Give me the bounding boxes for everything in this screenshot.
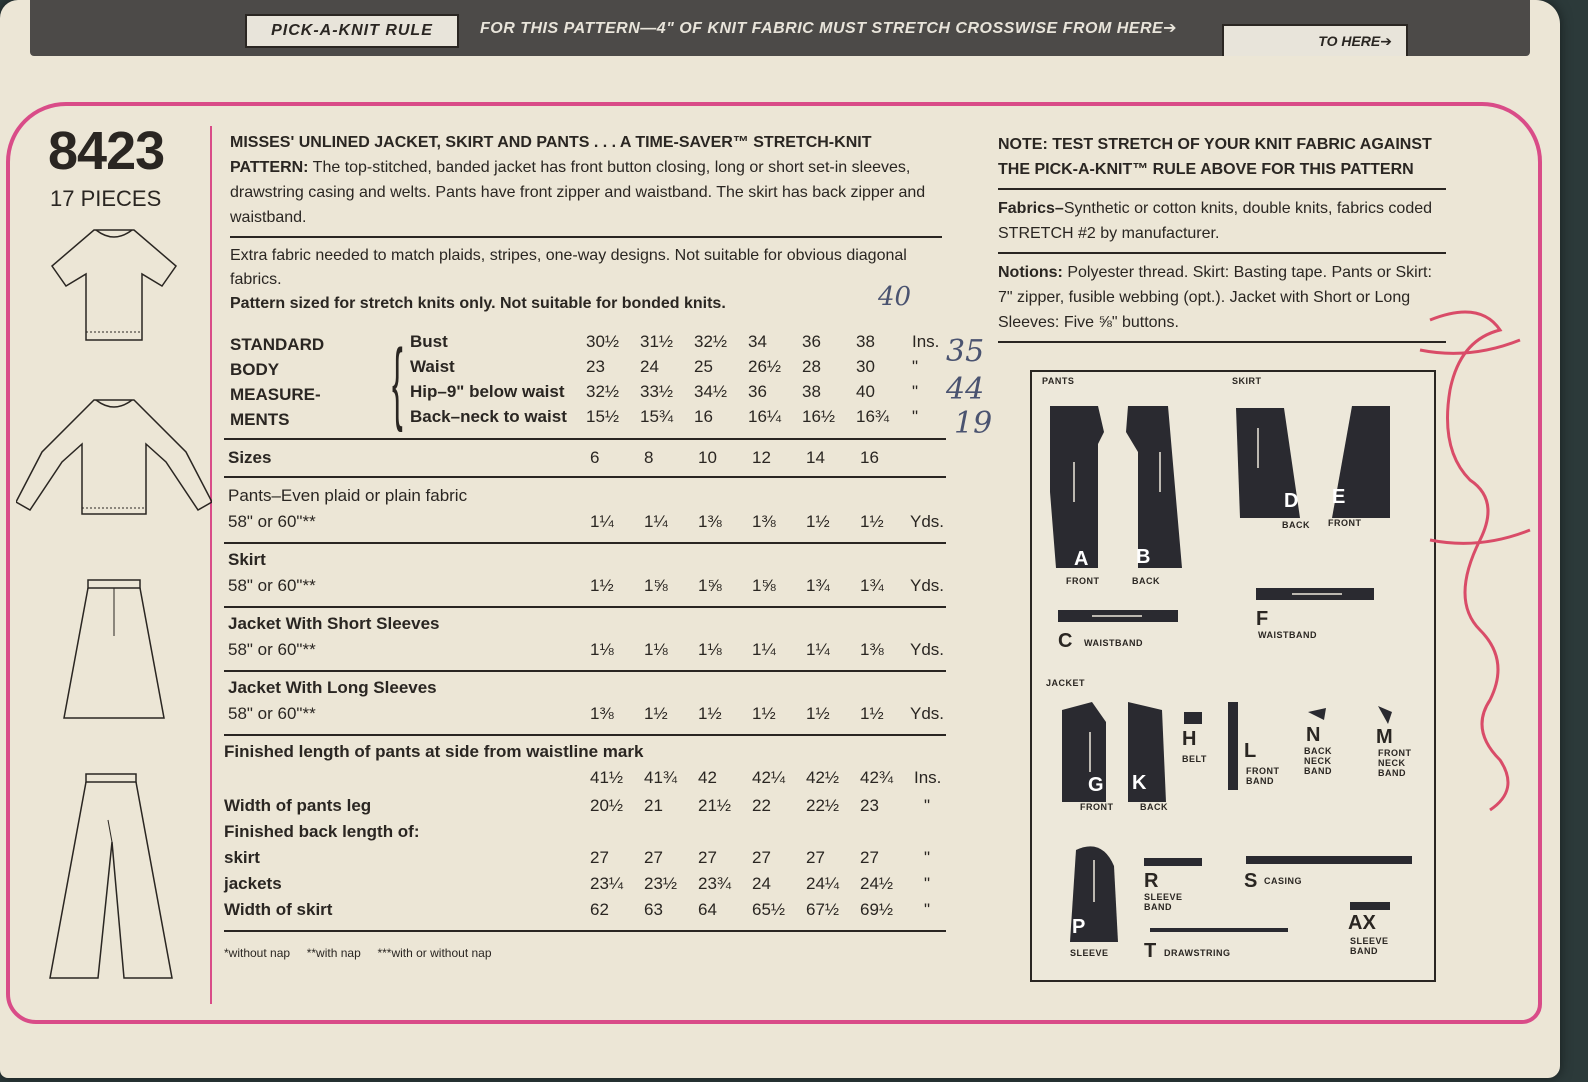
measurements-label xyxy=(230,332,324,432)
finished-value: 24 xyxy=(752,874,771,893)
finished-value: 23¼ xyxy=(590,874,624,893)
piece-count: 17 PIECES xyxy=(50,186,162,211)
finished-value: 27 xyxy=(590,848,609,867)
finished-unit: " xyxy=(924,848,931,867)
yardage-value: 1⅜ xyxy=(860,640,884,659)
stretch-instruction: FOR THIS PATTERN—4" OF KNIT FABRIC MUST STRETCH CROSSWISE FROM HERE➔ xyxy=(480,20,1178,37)
divider xyxy=(998,341,1446,343)
measurements-label-line: BODY xyxy=(230,360,280,379)
measurement-value: 36 xyxy=(802,332,821,351)
piece-ax-shape xyxy=(1350,902,1390,910)
fabric-notes xyxy=(998,132,1446,349)
footnote-without-nap: *without nap xyxy=(224,946,291,960)
yardage-value: 1½ xyxy=(860,512,884,531)
piece-caption: SLEEVE xyxy=(1070,948,1109,958)
yardage-width: 58" or 60"** xyxy=(228,512,316,531)
yardage-value: 1⅜ xyxy=(752,512,776,531)
pants-section-label: PANTS xyxy=(1042,376,1075,386)
yardage-value: 1¼ xyxy=(644,512,668,531)
notions-note xyxy=(998,260,1446,335)
stretch-knit-note: Pattern sized for stretch knits only. Not suitable for bonded knits. xyxy=(230,295,726,312)
yardage-width: 58" or 60"** xyxy=(228,704,316,723)
measurement-value: 16½ xyxy=(802,407,836,426)
measurement-value: 15¾ xyxy=(640,407,674,426)
handwritten-back-length: 19 xyxy=(954,406,993,441)
measurement-unit: Ins. xyxy=(912,332,940,351)
measurement-value: 32½ xyxy=(586,382,620,401)
finished-value: 27 xyxy=(806,848,825,867)
measurement-row-label: Hip–9" below waist xyxy=(410,382,565,401)
measurement-value: 32½ xyxy=(694,332,728,351)
finished-value: 69½ xyxy=(860,900,894,919)
yardage-value: 1¾ xyxy=(860,576,884,595)
measurement-value: 23 xyxy=(586,357,605,376)
finished-value: 23½ xyxy=(644,874,678,893)
yardage-value: 1¼ xyxy=(590,512,614,531)
piece-caption: BACK NECK BAND xyxy=(1304,746,1332,776)
piece-caption: FRONT xyxy=(1080,802,1114,812)
body-measurements xyxy=(230,332,942,440)
extra-fabric-note: Extra fabric needed to match plaids, stripes, one-way designs. Not suitable for obvious diagonal fabrics. xyxy=(230,247,907,288)
piece-t-shape xyxy=(1150,928,1288,932)
piece-s-shape xyxy=(1246,856,1412,864)
pattern-description xyxy=(230,130,942,230)
piece-n-shape xyxy=(1308,708,1326,720)
piece-letter: N xyxy=(1306,724,1321,746)
finished-row-label: skirt xyxy=(224,848,260,867)
yardage-value: 1⅜ xyxy=(698,512,722,531)
piece-caption: WAISTBAND xyxy=(1084,638,1143,648)
finished-value: 24¼ xyxy=(806,874,840,893)
pants-sketch xyxy=(46,770,176,984)
yardage-value: 1½ xyxy=(698,704,722,723)
yardage-value: 1⅜ xyxy=(590,704,614,723)
finished-unit: " xyxy=(924,900,931,919)
brace: { xyxy=(392,331,403,433)
finished-value: 24½ xyxy=(860,874,894,893)
finished-unit: " xyxy=(924,874,931,893)
jacket-section-label: JACKET xyxy=(1046,678,1086,688)
piece-letter: T xyxy=(1144,940,1157,962)
finished-value: 65½ xyxy=(752,900,786,919)
footnote-with-nap: **with nap xyxy=(306,946,361,960)
size-value: 16 xyxy=(860,448,879,467)
piece-letter: B xyxy=(1136,546,1151,568)
yardage-value: 1⅝ xyxy=(698,576,722,595)
measurement-unit: " xyxy=(912,357,919,376)
footnotes xyxy=(224,946,492,960)
description-block xyxy=(230,130,942,316)
piece-letter: R xyxy=(1144,870,1159,892)
piece-l-shape xyxy=(1228,702,1238,790)
pants-length-value: 42 xyxy=(698,768,717,787)
yardage-value: 1¼ xyxy=(806,640,830,659)
yardage-title: Skirt xyxy=(228,550,266,569)
yardage-unit: Yds. xyxy=(910,640,945,659)
piece-letter: F xyxy=(1256,608,1269,630)
finished-value: 21 xyxy=(644,796,663,815)
piece-caption: CASING xyxy=(1264,876,1303,886)
measurement-row-label: Bust xyxy=(410,332,448,351)
yardage-title: Jacket With Long Sleeves xyxy=(228,678,437,697)
yardage-unit: Yds. xyxy=(910,704,945,723)
piece-letter: L xyxy=(1244,740,1257,762)
size-value: 6 xyxy=(590,448,600,467)
size-value: 14 xyxy=(806,448,825,467)
size-value: 10 xyxy=(698,448,717,467)
piece-letter: K xyxy=(1132,772,1147,794)
measurement-value: 30 xyxy=(856,357,875,376)
fabrics-note xyxy=(998,196,1446,246)
measurements-label-line: MENTS xyxy=(230,410,290,429)
pants-length-value: 41¾ xyxy=(644,768,678,787)
stretch-end-marker: TO HERE➔ xyxy=(1222,24,1408,56)
fabrics-label: Fabrics– xyxy=(998,200,1064,217)
table-divider xyxy=(224,734,946,736)
piece-caption: SLEEVE BAND xyxy=(1144,892,1183,912)
measurement-value: 34 xyxy=(748,332,767,351)
pants-length-value: 41½ xyxy=(590,768,624,787)
footnote-with-or-without-nap: ***with or without nap xyxy=(377,946,492,960)
yardage-value: 1½ xyxy=(860,704,884,723)
piece-a-shape xyxy=(1050,406,1104,568)
measurement-value: 36 xyxy=(748,382,767,401)
finished-value: 63 xyxy=(644,900,663,919)
pick-a-knit-rule-label: PICK-A-KNIT RULE xyxy=(245,14,459,48)
measurement-value: 24 xyxy=(640,357,659,376)
pattern-pieces-diagram xyxy=(1030,370,1436,982)
notions-label: Notions: xyxy=(998,264,1063,281)
handwritten-size: 40 xyxy=(878,282,912,312)
note-title: NOTE: TEST STRETCH OF YOUR KNIT FABRIC AGAINST THE PICK-A-KNIT™ RULE ABOVE FOR THIS PATTERN xyxy=(998,136,1432,178)
measurement-unit: " xyxy=(912,382,919,401)
sizes-label: Sizes xyxy=(228,448,272,467)
divider xyxy=(230,236,942,238)
piece-letter: G xyxy=(1088,774,1104,796)
measurement-value: 38 xyxy=(802,382,821,401)
finished-value: 27 xyxy=(698,848,717,867)
measurement-value: 25 xyxy=(694,357,713,376)
handwritten-waist: 44 xyxy=(946,372,985,407)
column-divider xyxy=(210,126,212,1004)
measurement-value: 16¼ xyxy=(748,407,782,426)
piece-caption: DRAWSTRING xyxy=(1164,948,1231,958)
table-divider xyxy=(224,670,946,672)
piece-caption: FRONT BAND xyxy=(1246,766,1280,786)
finished-value: 67½ xyxy=(806,900,840,919)
finished-value: 22 xyxy=(752,796,771,815)
measurements-label-line: MEASURE- xyxy=(230,385,321,404)
yardage-value: 1½ xyxy=(644,704,668,723)
piece-letter: S xyxy=(1244,870,1258,892)
piece-caption: BELT xyxy=(1182,754,1207,764)
yardage-value: 1½ xyxy=(806,512,830,531)
finished-row-label: Width of skirt xyxy=(224,900,333,919)
yardage-value: 1½ xyxy=(752,704,776,723)
size-value: 8 xyxy=(644,448,654,467)
table-divider xyxy=(224,476,946,478)
yardage-table xyxy=(224,440,946,940)
measurement-value: 30½ xyxy=(586,332,620,351)
finished-value: 27 xyxy=(860,848,879,867)
finished-value: 27 xyxy=(644,848,663,867)
pattern-number: 8423 xyxy=(48,121,165,181)
measurement-value: 31½ xyxy=(640,332,674,351)
skirt-sketch xyxy=(60,576,170,724)
yardage-value: 1⅝ xyxy=(752,576,776,595)
yardage-value: 1½ xyxy=(590,576,614,595)
table-divider xyxy=(224,930,946,932)
measurement-row-label: Back–neck to waist xyxy=(410,407,567,426)
size-value: 12 xyxy=(752,448,771,467)
finished-value: 20½ xyxy=(590,796,624,815)
piece-caption: BACK xyxy=(1282,520,1310,530)
pattern-piece-shapes xyxy=(1032,372,1434,980)
measurement-value: 34½ xyxy=(694,382,728,401)
piece-h-shape xyxy=(1184,712,1202,724)
finished-value: 23¾ xyxy=(698,874,732,893)
piece-caption: WAISTBAND xyxy=(1258,630,1317,640)
piece-letter: D xyxy=(1284,490,1299,512)
piece-caption: BACK xyxy=(1140,802,1168,812)
yardage-title: Pants–Even plaid or plain fabric xyxy=(228,486,468,505)
finished-row-label: jackets xyxy=(224,874,282,893)
description-body: The top-stitched, banded jacket has front button closing, long or short set-in sleeves, drawstring casing and welts. Pants have front zipper and waistband. The skirt has back zipper and waistband. xyxy=(230,159,926,226)
finished-value: 21½ xyxy=(698,796,732,815)
yardage-unit: Yds. xyxy=(910,512,945,531)
measurement-value: 40 xyxy=(856,382,875,401)
piece-letter: E xyxy=(1332,486,1346,508)
yardage-value: 1½ xyxy=(806,704,830,723)
yardage-value: 1¼ xyxy=(752,640,776,659)
measurements-label-line: STANDARD xyxy=(230,335,325,354)
finished-row-label: Finished back length of: xyxy=(224,822,420,841)
table-divider xyxy=(224,542,946,544)
measurement-value: 33½ xyxy=(640,382,674,401)
handwritten-signature xyxy=(1390,300,1540,820)
measurement-value: 16¾ xyxy=(856,407,890,426)
measurement-value: 26½ xyxy=(748,357,782,376)
yardage-value: 1⅛ xyxy=(644,640,668,659)
divider xyxy=(998,188,1446,190)
pants-length-value: 42¾ xyxy=(860,768,894,787)
piece-caption: BACK xyxy=(1132,576,1160,586)
short-sleeve-jacket-sketch xyxy=(46,222,182,352)
measurement-value: 38 xyxy=(856,332,875,351)
yardage-value: 1⅛ xyxy=(590,640,614,659)
piece-caption: FRONT NECK BAND xyxy=(1378,748,1412,778)
finished-title: Finished length of pants at side from waistline mark xyxy=(224,742,644,761)
finished-unit: " xyxy=(924,796,931,815)
piece-caption: SLEEVE BAND xyxy=(1350,936,1389,956)
skirt-section-label: SKIRT xyxy=(1232,376,1262,386)
piece-letter: M xyxy=(1376,726,1393,748)
piece-letter: P xyxy=(1072,916,1086,938)
measurement-unit: " xyxy=(912,407,919,426)
finished-value: 27 xyxy=(752,848,771,867)
table-divider xyxy=(224,438,946,440)
long-sleeve-jacket-sketch xyxy=(16,392,212,522)
measurement-value: 28 xyxy=(802,357,821,376)
piece-b-shape xyxy=(1126,406,1182,568)
pants-length-value: 42¼ xyxy=(752,768,786,787)
piece-r-shape xyxy=(1144,858,1202,866)
piece-caption: FRONT xyxy=(1328,518,1362,528)
yardage-value: 1⅛ xyxy=(698,640,722,659)
piece-caption: FRONT xyxy=(1066,576,1100,586)
yardage-title: Jacket With Short Sleeves xyxy=(228,614,440,633)
piece-letter: H xyxy=(1182,728,1197,750)
fabrics-text: Synthetic or cotton knits, double knits, fabrics coded STRETCH #2 by manufacturer. xyxy=(998,200,1433,242)
handwritten-bust: 35 xyxy=(946,334,985,369)
divider xyxy=(998,252,1446,254)
table-divider xyxy=(224,606,946,608)
measurement-value: 16 xyxy=(694,407,713,426)
notions-text: Polyester thread. Skirt: Basting tape. Pants or Skirt: 7" zipper, fusible webbing (opt.). Jacket with Short or Long Sleeves: Five ⅝" buttons. xyxy=(998,264,1432,331)
finished-row-label: Width of pants leg xyxy=(224,796,372,815)
yardage-width: 58" or 60"** xyxy=(228,640,316,659)
description-title: MISSES' UNLINED JACKET, SKIRT AND PANTS . . . A TIME-SAVER™ STRETCH-KNIT PATTERN: xyxy=(230,134,872,176)
piece-letter: C xyxy=(1058,630,1073,652)
yardage-unit: Yds. xyxy=(910,576,945,595)
piece-letter: A xyxy=(1074,548,1089,570)
measurement-row-label: Waist xyxy=(410,357,455,376)
yardage-width: 58" or 60"** xyxy=(228,576,316,595)
pants-length-unit: Ins. xyxy=(914,768,942,787)
yardage-value: 1⅝ xyxy=(644,576,668,595)
piece-letter: AX xyxy=(1348,912,1376,934)
measurement-value: 15½ xyxy=(586,407,620,426)
finished-value: 23 xyxy=(860,796,879,815)
finished-value: 22½ xyxy=(806,796,840,815)
finished-value: 62 xyxy=(590,900,609,919)
yardage-value: 1¾ xyxy=(806,576,830,595)
finished-value: 64 xyxy=(698,900,717,919)
pants-length-value: 42½ xyxy=(806,768,840,787)
